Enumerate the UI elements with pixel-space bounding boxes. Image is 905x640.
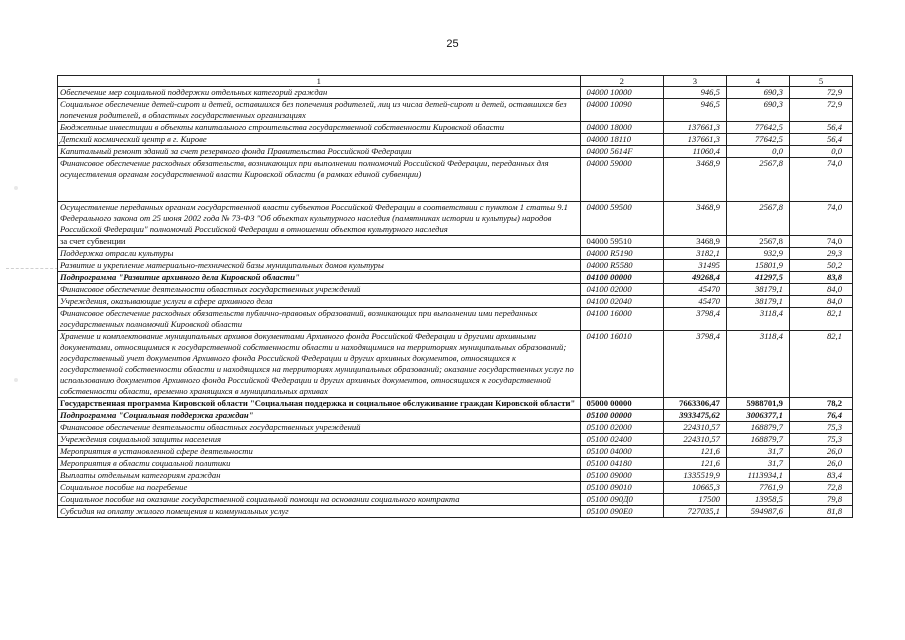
row-plan-cell: 3468,9 (663, 202, 726, 236)
row-percent-cell: 79,8 (789, 494, 852, 506)
row-plan-cell: 3182,1 (663, 248, 726, 260)
row-fact-cell: 41297,5 (726, 272, 789, 284)
row-fact-cell: 1113934,1 (726, 470, 789, 482)
row-fact-cell: 77642,5 (726, 122, 789, 134)
row-fact-cell: 2567,8 (726, 202, 789, 236)
row-fact-cell: 168879,7 (726, 422, 789, 434)
row-name-cell: Финансовое обеспечение расходных обязательств публично-правовых образований, возникающих при выполнении ими переданных государственных полномочий Кировской области (58, 308, 581, 331)
row-name-cell: Социальное обеспечение детей-сирот и детей, оставшихся без попечения родителей, лиц из числа детей-сирот и детей, оставшихся без попечения родителей, в областных государственных организациях (58, 99, 581, 122)
row-plan-cell: 7663306,47 (663, 398, 726, 410)
row-name-cell: Капитальный ремонт зданий за счет резервного фонда Правительства Российской Федерации (58, 146, 581, 158)
row-code-cell: 05100 09010 (580, 482, 663, 494)
row-name-cell: Субсидия на оплату жилого помещения и коммунальных услуг (58, 506, 581, 518)
row-plan-cell: 31495 (663, 260, 726, 272)
row-name-cell: Мероприятия в установленной сфере деятельности (58, 446, 581, 458)
header-col-2: 2 (580, 76, 663, 87)
row-code-cell: 04000 59000 (580, 158, 663, 202)
row-code-cell: 05100 090Д0 (580, 494, 663, 506)
row-code-cell: 04000 59500 (580, 202, 663, 236)
table-row (58, 260, 853, 272)
row-plan-cell: 224310,57 (663, 434, 726, 446)
row-name-cell: Государственная программа Кировской области "Социальная поддержка и социальное обслуживание граждан Кировской области" (58, 398, 581, 410)
row-code-cell: 04000 R5190 (580, 248, 663, 260)
row-percent-cell: 29,3 (789, 248, 852, 260)
row-name-cell: Социальное пособие на оказание государственной социальной помощи на основании социального контракта (58, 494, 581, 506)
scan-artifact-line (6, 268, 58, 269)
header-col-4: 4 (726, 76, 789, 87)
row-plan-cell: 1335519,9 (663, 470, 726, 482)
punch-hole-mark (14, 378, 18, 382)
row-fact-cell: 3006377,1 (726, 410, 789, 422)
table-row (58, 308, 853, 331)
row-percent-cell: 72,9 (789, 87, 852, 99)
row-percent-cell: 75,3 (789, 422, 852, 434)
row-name-cell: Осуществление переданных органам государственной власти субъектов Российской Федерации в соответствии с пунктом 1 статьи 9.1 Федерального закона от 25 июня 2002 года № 73-ФЗ "Об объектах культурного наследия (памятниках истории и культуры) народов Российской Федерации" полномочий Российской Федерации в отношении объектов культурного наследия (58, 202, 581, 236)
row-percent-cell: 83,8 (789, 272, 852, 284)
header-col-1: 1 (58, 76, 581, 87)
table-row (58, 248, 853, 260)
row-fact-cell: 5988701,9 (726, 398, 789, 410)
table-row (58, 158, 853, 202)
row-code-cell: 05100 04000 (580, 446, 663, 458)
table-row (58, 446, 853, 458)
header-col-3: 3 (663, 76, 726, 87)
table-row (58, 470, 853, 482)
table-row (58, 410, 853, 422)
row-code-cell: 05100 00000 (580, 410, 663, 422)
row-percent-cell: 0,0 (789, 146, 852, 158)
row-plan-cell: 3933475,62 (663, 410, 726, 422)
row-name-cell: Мероприятия в области социальной политики (58, 458, 581, 470)
row-name-cell: Финансовое обеспечение деятельности областных государственных учреждений (58, 284, 581, 296)
table-row (58, 331, 853, 398)
row-name-cell: Бюджетные инвестиции в объекты капитального строительства государственной собственности Кировской области (58, 122, 581, 134)
row-fact-cell: 168879,7 (726, 434, 789, 446)
row-percent-cell: 50,2 (789, 260, 852, 272)
row-name-cell: за счет субвенции (58, 236, 581, 248)
row-code-cell: 04100 00000 (580, 272, 663, 284)
row-name-cell: Финансовое обеспечение деятельности областных государственных учреждений (58, 422, 581, 434)
page-number: 25 (446, 38, 459, 50)
table-body (58, 87, 853, 518)
row-fact-cell: 38179,1 (726, 296, 789, 308)
row-code-cell: 04000 10090 (580, 99, 663, 122)
table-row (58, 134, 853, 146)
row-code-cell: 04000 18000 (580, 122, 663, 134)
row-fact-cell: 690,3 (726, 99, 789, 122)
row-code-cell: 04000 18110 (580, 134, 663, 146)
row-plan-cell: 10665,3 (663, 482, 726, 494)
row-percent-cell: 78,2 (789, 398, 852, 410)
row-percent-cell: 83,4 (789, 470, 852, 482)
table-row (58, 482, 853, 494)
table-row (58, 202, 853, 236)
row-plan-cell: 727035,1 (663, 506, 726, 518)
row-fact-cell: 0,0 (726, 146, 789, 158)
row-fact-cell: 31,7 (726, 458, 789, 470)
row-plan-cell: 224310,57 (663, 422, 726, 434)
row-name-cell: Финансовое обеспечение расходных обязательств, возникающих при выполнении полномочий Российской Федерации, переданных для осуществления органам государственной власти Кировской области (в рамках единой субвенции) (58, 158, 581, 202)
row-code-cell: 04100 16000 (580, 308, 663, 331)
row-fact-cell: 3118,4 (726, 308, 789, 331)
table-header (58, 76, 853, 87)
row-plan-cell: 137661,3 (663, 134, 726, 146)
header-col-5: 5 (789, 76, 852, 87)
table-row (58, 236, 853, 248)
row-code-cell: 05100 02000 (580, 422, 663, 434)
row-fact-cell: 77642,5 (726, 134, 789, 146)
row-code-cell: 04100 02000 (580, 284, 663, 296)
table-row (58, 458, 853, 470)
row-percent-cell: 76,4 (789, 410, 852, 422)
table-row (58, 494, 853, 506)
row-plan-cell: 3468,9 (663, 236, 726, 248)
row-plan-cell: 137661,3 (663, 122, 726, 134)
row-plan-cell: 45470 (663, 284, 726, 296)
row-percent-cell: 72,9 (789, 99, 852, 122)
row-code-cell: 05000 00000 (580, 398, 663, 410)
row-name-cell: Выплаты отдельным категориям граждан (58, 470, 581, 482)
row-percent-cell: 26,0 (789, 446, 852, 458)
row-name-cell: Учреждения социальной защиты населения (58, 434, 581, 446)
row-name-cell: Поддержка отрасли культуры (58, 248, 581, 260)
row-plan-cell: 3798,4 (663, 331, 726, 398)
row-name-cell: Подпрограмма "Развитие архивного дела Кировской области" (58, 272, 581, 284)
row-percent-cell: 74,0 (789, 158, 852, 202)
row-fact-cell: 2567,8 (726, 158, 789, 202)
row-code-cell: 05100 09000 (580, 470, 663, 482)
table-row (58, 272, 853, 284)
row-fact-cell: 3118,4 (726, 331, 789, 398)
table-row (58, 398, 853, 410)
punch-hole-mark (14, 186, 18, 190)
row-percent-cell: 74,0 (789, 202, 852, 236)
budget-execution-table (57, 75, 853, 518)
row-percent-cell: 82,1 (789, 308, 852, 331)
row-plan-cell: 17500 (663, 494, 726, 506)
row-code-cell: 04100 02040 (580, 296, 663, 308)
row-percent-cell: 74,0 (789, 236, 852, 248)
table-row (58, 506, 853, 518)
row-code-cell: 05100 090Е0 (580, 506, 663, 518)
row-percent-cell: 72,8 (789, 482, 852, 494)
row-fact-cell: 15801,9 (726, 260, 789, 272)
row-code-cell: 04000 R5580 (580, 260, 663, 272)
table-row (58, 296, 853, 308)
row-name-cell: Учреждения, оказывающие услуги в сфере архивного дела (58, 296, 581, 308)
row-percent-cell: 56,4 (789, 134, 852, 146)
row-name-cell: Детский космический центр в г. Кирове (58, 134, 581, 146)
row-plan-cell: 121,6 (663, 446, 726, 458)
row-fact-cell: 7761,9 (726, 482, 789, 494)
row-fact-cell: 594987,6 (726, 506, 789, 518)
row-fact-cell: 932,9 (726, 248, 789, 260)
row-name-cell: Развитие и укрепление материально-технической базы муниципальных домов культуры (58, 260, 581, 272)
row-code-cell: 05100 04180 (580, 458, 663, 470)
row-plan-cell: 45470 (663, 296, 726, 308)
row-plan-cell: 946,5 (663, 87, 726, 99)
row-percent-cell: 56,4 (789, 122, 852, 134)
row-fact-cell: 13958,5 (726, 494, 789, 506)
row-plan-cell: 946,5 (663, 99, 726, 122)
row-code-cell: 04100 16010 (580, 331, 663, 398)
row-percent-cell: 75,3 (789, 434, 852, 446)
row-fact-cell: 31,7 (726, 446, 789, 458)
table-row (58, 434, 853, 446)
row-plan-cell: 3798,4 (663, 308, 726, 331)
row-code-cell: 04000 59510 (580, 236, 663, 248)
table-row (58, 146, 853, 158)
row-name-cell: Хранение и комплектование муниципальных архивов документами Архивного фонда Российской Федерации и другими архивными документами, относящимися к государственной собственности области и находящимися на территориях муниципальных образований; государственный учет документов Архивного фонда Российской Федерации и других архивных документов, относящихся к государственной собственности области и находящихся на территориях муниципальных образований; оказание государственных услуг по использованию документов Архивного фонда Российской Федерации и других архивных документов, относящихся к государственной собственности области, временно хранящихся в муниципальных архивах (58, 331, 581, 398)
row-code-cell: 04000 5614F (580, 146, 663, 158)
row-percent-cell: 82,1 (789, 331, 852, 398)
row-plan-cell: 49268,4 (663, 272, 726, 284)
row-percent-cell: 84,0 (789, 296, 852, 308)
row-fact-cell: 690,3 (726, 87, 789, 99)
row-plan-cell: 11060,4 (663, 146, 726, 158)
row-plan-cell: 121,6 (663, 458, 726, 470)
row-plan-cell: 3468,9 (663, 158, 726, 202)
row-fact-cell: 38179,1 (726, 284, 789, 296)
row-name-cell: Обеспечение мер социальной поддержки отдельных категорий граждан (58, 87, 581, 99)
row-name-cell: Социальное пособие на погребение (58, 482, 581, 494)
row-name-cell: Подпрограмма "Социальная поддержка граждан" (58, 410, 581, 422)
row-code-cell: 05100 02400 (580, 434, 663, 446)
row-fact-cell: 2567,8 (726, 236, 789, 248)
row-percent-cell: 81,8 (789, 506, 852, 518)
table-row (58, 87, 853, 99)
table-row (58, 284, 853, 296)
row-percent-cell: 26,0 (789, 458, 852, 470)
row-code-cell: 04000 10000 (580, 87, 663, 99)
row-percent-cell: 84,0 (789, 284, 852, 296)
table-row (58, 422, 853, 434)
table-row (58, 99, 853, 122)
table-row (58, 122, 853, 134)
